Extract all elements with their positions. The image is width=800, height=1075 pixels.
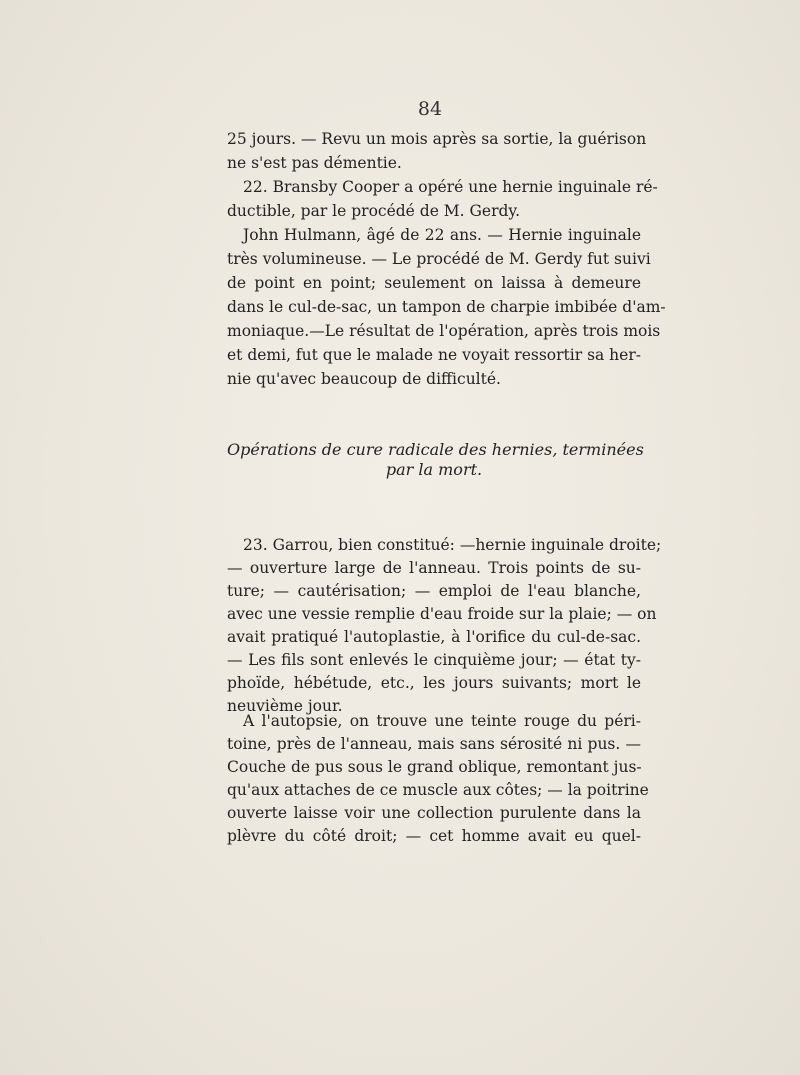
text-line: Couche de pus sous le grand oblique, remontant jus- (227, 758, 642, 776)
text-line: A l'autopsie, on trouve une teinte rouge du péri- (243, 712, 641, 730)
text-line: plèvre du côté droit; — cet homme avait eu quel- (227, 827, 641, 845)
text-line: très volumineuse. — Le procédé de M. Gerdy fut suivi (227, 250, 651, 268)
text-line: moniaque.—Le résultat de l'opération, après trois mois (227, 322, 661, 340)
text-line: John Hulmann, âgé de 22 ans. — Hernie inguinale (243, 226, 641, 244)
text-line: 25 jours. — Revu un mois après sa sortie, la guérison (227, 130, 647, 148)
text-line: qu'aux attaches de ce muscle aux côtes; — la poitrine (227, 781, 649, 799)
text-line: ture; — cautérisation; — emploi de l'eau blanche, (227, 582, 641, 600)
text-line: dans le cul-de-sac, un tampon de charpie imbibée d'am- (227, 298, 666, 316)
page-number: 84 (417, 98, 443, 120)
text-line: 23. Garrou, bien constitué: —hernie inguinale droite; (243, 536, 662, 554)
text-line: ductible, par le procédé de M. Gerdy. (227, 202, 521, 220)
text-line: de point en point; seulement on laissa à demeure (227, 274, 641, 292)
section-heading-continuation: par la mort. (385, 460, 483, 479)
text-line: toine, près de l'anneau, mais sans sérosité ni pus. — (227, 735, 641, 753)
text-line: nie qu'avec beaucoup de difficulté. (227, 370, 501, 388)
section-heading: Opérations de cure radicale des hernies, terminées (227, 440, 644, 459)
text-line: ouverte laisse voir une collection purulente dans la (227, 804, 641, 822)
text-line: — ouverture large de l'anneau. Trois points de su- (227, 559, 641, 577)
text-line: ne s'est pas démentie. (227, 154, 402, 172)
text-line: — Les fils sont enlevés le cinquième jour; — état ty- (227, 651, 641, 669)
text-line: neuvième jour. (227, 697, 343, 715)
text-line: 22. Bransby Cooper a opéré une hernie inguinale ré- (243, 178, 658, 196)
text-line: et demi, fut que le malade ne voyait ressortir sa her- (227, 346, 641, 364)
text-line: avait pratiqué l'autoplastie, à l'orifice du cul-de-sac. (227, 628, 641, 646)
text-line: phoïde, hébétude, etc., les jours suivants; mort le (227, 674, 641, 692)
text-line: avec une vessie remplie d'eau froide sur la plaie; — on (227, 605, 657, 623)
